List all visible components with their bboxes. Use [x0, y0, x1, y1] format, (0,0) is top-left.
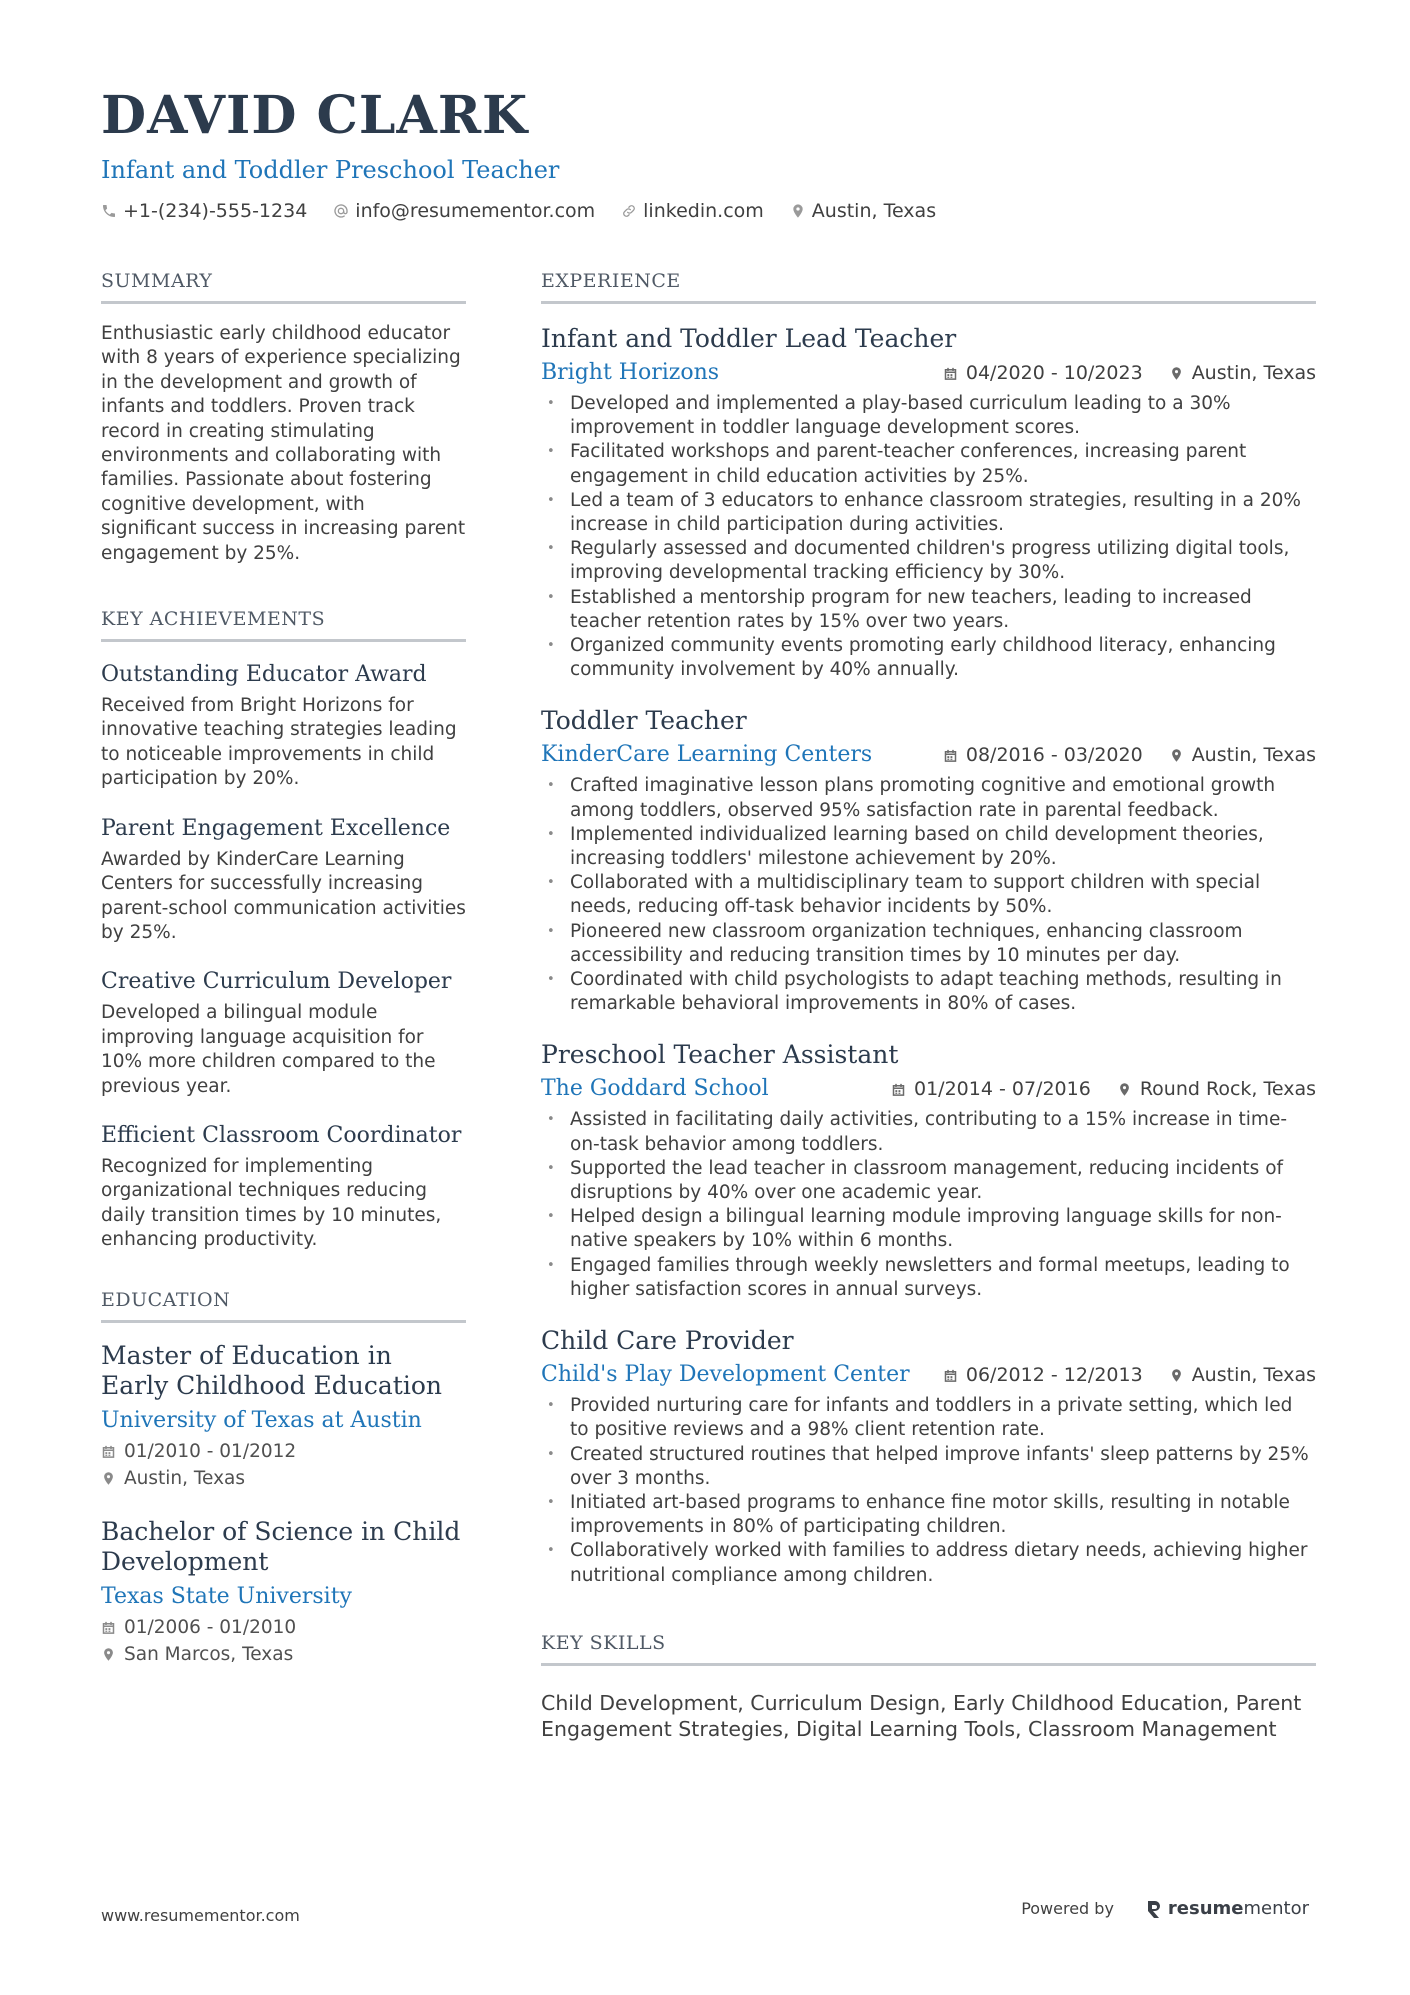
location-pin-icon: [1169, 366, 1184, 381]
experience-section: [541, 268, 1316, 1588]
job-bullet: • Collaborated with a multidisciplinary team to support children with special needs, reducing off-task behavior incidents by 50%.: [541, 871, 1316, 919]
education-school: Texas State University: [101, 1583, 352, 1609]
job-entry: [541, 322, 1316, 682]
job-location: [1117, 1078, 1316, 1100]
achievement-text: Recognized for implementing organizational techniques reducing daily transition times by 10 minutes, enhancing productivity.: [101, 1155, 442, 1251]
job-bullet: • Led a team of 3 educators to enhance classroom strategies, resulting in a 20% increase in child participation during activities.: [541, 489, 1316, 537]
job-bullet: • Assisted in facilitating daily activities, contributing to a 15% increase in time-on-task behavior among toddlers.: [541, 1108, 1316, 1156]
job-bullet: • Facilitated workshops and parent-teacher conferences, increasing parent engagement in child education activities by 25%.: [541, 440, 1316, 488]
job-bullet: • Supported the lead teacher in classroom management, reducing incidents of disruptions by 40% over one academic year.: [541, 1157, 1316, 1205]
achievement-text: Awarded by KinderCare Learning Centers for successfully increasing parent-school communication activities by 25%.: [101, 848, 466, 943]
summary-section: [101, 268, 466, 566]
job-company: Bright Horizons: [541, 360, 720, 385]
job-meta-row: [541, 1074, 1316, 1104]
achievement-title: Parent Engagement Excellence: [101, 815, 451, 841]
left-column: [101, 268, 466, 1707]
right-column: [541, 268, 1316, 1782]
linkedin-text[interactable]: linkedin.com: [643, 200, 764, 222]
job-bullet: • Coordinated with child psychologists to adapt teaching methods, resulting in remarkable behavioral improvements in 80% of cases.: [541, 968, 1316, 1016]
candidate-name: DAVID CLARK: [101, 85, 529, 146]
job-meta: [943, 362, 1316, 384]
candidate-title: Infant and Toddler Preschool Teacher: [101, 156, 560, 184]
job-title: Infant and Toddler Lead Teacher: [541, 324, 957, 353]
job-bullet: • Provided nurturing care for infants and toddlers in a private setting, which led to positive reviews and a 98% client retention rate.: [541, 1394, 1316, 1442]
summary-text: Enthusiastic early childhood educator with 8 years of experience specializing in the development and growth of infants and toddlers. Proven track record in creating stimulating environments and collaborating with families. Passionate about fostering cognitive development, with significant success in increasing parent engagement by 25%.: [101, 323, 466, 564]
job-meta-row: [541, 358, 1316, 388]
job-bullet: • Created structured routines that helped improve infants' sleep patterns by 25% over 3 months.: [541, 1443, 1316, 1491]
job-location-text: Round Rock, Texas: [1139, 1078, 1316, 1101]
achievement-item: [101, 660, 466, 792]
job-bullet: • Organized community events promoting early childhood literacy, enhancing community involvement by 40% annually.: [541, 634, 1316, 682]
job-bullet: • Initiated art-based programs to enhance fine motor skills, resulting in notable improvements in 80% of participating children.: [541, 1491, 1316, 1539]
education-location: [101, 1467, 466, 1491]
job-dates-text: 04/2020 - 10/2023: [965, 362, 1143, 384]
contact-linkedin[interactable]: [621, 200, 764, 222]
calendar-icon: [943, 366, 958, 381]
location-text: Austin, Texas: [811, 200, 937, 222]
education-dates-text: 01/2006 - 01/2010: [124, 1616, 297, 1638]
job-dates: [943, 1364, 1143, 1386]
job-entry: [541, 704, 1316, 1016]
job-bullets: [541, 1394, 1316, 1588]
education-dates: [101, 1616, 466, 1640]
experience-heading: EXPERIENCE: [541, 268, 1316, 304]
job-company: The Goddard School: [541, 1076, 769, 1102]
footer-website[interactable]: www.resumementor.com: [101, 1906, 300, 1925]
calendar-icon: [101, 1444, 116, 1459]
job-location-text: Austin, Texas: [1191, 362, 1316, 384]
calendar-icon: [101, 1620, 116, 1635]
job-dates-text: 06/2012 - 12/2013: [965, 1364, 1143, 1387]
job-bullets: [541, 392, 1316, 682]
achievement-text: Developed a bilingual module improving language acquisition for 10% more children compared to the previous year.: [101, 1002, 436, 1097]
achievement-text: Received from Bright Horizons for innovative teaching strategies leading to noticeable improvements in child participation by 20%.: [101, 695, 457, 790]
job-bullet: • Engaged families through weekly newsletters and formal meetups, leading to higher satisfaction scores in annual surveys.: [541, 1254, 1316, 1302]
location-pin-icon: [1169, 1368, 1184, 1383]
contact-email[interactable]: [333, 200, 595, 222]
location-pin-icon: [1117, 1082, 1132, 1097]
job-bullet: • Regularly assessed and documented children's progress utilizing digital tools, improving developmental tracking efficiency by 30%.: [541, 537, 1316, 585]
job-location-text: Austin, Texas: [1191, 1364, 1316, 1387]
job-dates: [891, 1078, 1091, 1100]
at-icon: [333, 203, 349, 219]
skills-heading: KEY SKILLS: [541, 1630, 1316, 1666]
summary-heading: SUMMARY: [101, 268, 466, 304]
job-title: Toddler Teacher: [541, 706, 747, 736]
resume-header: [101, 80, 1309, 222]
job-entry: [541, 1038, 1316, 1302]
phone-text: +1-(234)-555-1234: [123, 200, 308, 222]
achievement-title: Efficient Classroom Coordinator: [101, 1122, 462, 1148]
skills-section: [541, 1630, 1316, 1742]
job-company: KinderCare Learning Centers: [541, 742, 873, 768]
footer-branding: [1021, 1898, 1309, 1919]
job-bullet: • Collaboratively worked with families to address dietary needs, achieving higher nutritional compliance among children.: [541, 1539, 1316, 1587]
job-bullet: • Implemented individualized learning based on child development theories, increasing toddlers' milestone achievement by 20%.: [541, 823, 1316, 871]
contact-location: [790, 200, 936, 222]
education-dates-text: 01/2010 - 01/2012: [124, 1440, 297, 1462]
job-meta-row: [541, 1360, 1316, 1390]
calendar-icon: [891, 1082, 906, 1097]
link-icon: [621, 203, 637, 219]
job-bullet: • Crafted imaginative lesson plans promoting cognitive and emotional growth among toddlers, observed 95% satisfaction rate in parental feedback.: [541, 774, 1316, 822]
job-bullet: • Established a mentorship program for new teachers, leading to increased teacher retention rates by 15% over two years.: [541, 586, 1316, 634]
job-meta: [943, 744, 1316, 766]
achievements-heading: KEY ACHIEVEMENTS: [101, 606, 466, 642]
achievement-title: Creative Curriculum Developer: [101, 969, 452, 995]
job-location: [1169, 1364, 1316, 1386]
education-location-text: Austin, Texas: [124, 1467, 246, 1489]
skills-text: Child Development, Curriculum Design, Early Childhood Education, Parent Engagement Strategies, Digital Learning Tools, Classroom Management: [541, 1690, 1302, 1741]
location-pin-icon: [790, 203, 806, 219]
brand-logo[interactable]: [1146, 1898, 1309, 1919]
brand-name-light: mentor: [1243, 1898, 1309, 1919]
job-dates-text: 01/2014 - 07/2016: [914, 1078, 1091, 1101]
job-dates-text: 08/2016 - 03/2020: [965, 744, 1143, 767]
achievement-item: [101, 814, 466, 946]
achievement-title: Outstanding Educator Award: [101, 662, 427, 688]
job-bullets: [541, 1108, 1316, 1302]
job-meta: [891, 1078, 1316, 1100]
job-entry: [541, 1324, 1316, 1588]
education-item: [101, 1517, 466, 1667]
education-heading: EDUCATION: [101, 1287, 466, 1323]
job-dates: [943, 744, 1143, 766]
calendar-icon: [943, 748, 958, 763]
location-pin-icon: [101, 1647, 116, 1662]
job-dates: [943, 362, 1143, 384]
resumementor-logo-icon: [1146, 1899, 1162, 1919]
job-title: Preschool Teacher Assistant: [541, 1040, 899, 1070]
powered-by-label: Powered by: [1021, 1899, 1114, 1918]
job-bullet: • Helped design a bilingual learning module improving language skills for non-native speakers by 10% within 6 months.: [541, 1205, 1316, 1253]
email-text[interactable]: info@resumementor.com: [355, 200, 596, 222]
education-item: [101, 1341, 466, 1491]
achievement-item: [101, 967, 466, 1099]
job-bullet: • Pioneered new classroom organization techniques, enhancing classroom accessibility and reducing transition times by 10 minutes per day.: [541, 920, 1316, 968]
contact-phone: [101, 200, 307, 222]
job-location-text: Austin, Texas: [1191, 744, 1316, 767]
job-meta-row: [541, 740, 1316, 770]
location-pin-icon: [1169, 748, 1184, 763]
job-bullets: [541, 774, 1316, 1016]
achievements-section: [101, 606, 466, 1253]
achievement-item: [101, 1121, 466, 1253]
job-meta: [943, 1364, 1316, 1386]
education-degree: Master of Education in Early Childhood Education: [101, 1340, 443, 1400]
job-location: [1169, 744, 1316, 766]
location-pin-icon: [101, 1471, 116, 1486]
job-title: Child Care Provider: [541, 1326, 794, 1356]
job-company: Child's Play Development Center: [541, 1362, 910, 1388]
education-location-text: San Marcos, Texas: [124, 1643, 294, 1665]
phone-icon: [101, 203, 117, 219]
brand-name-bold: resume: [1167, 1898, 1244, 1919]
calendar-icon: [943, 1368, 958, 1383]
contact-row: [101, 200, 1309, 222]
job-bullet: • Developed and implemented a play-based curriculum leading to a 30% improvement in toddler language development scores.: [541, 392, 1316, 440]
education-dates: [101, 1440, 466, 1464]
education-school: University of Texas at Austin: [101, 1407, 422, 1433]
job-location: [1169, 362, 1316, 384]
education-section: [101, 1287, 466, 1667]
education-degree: Bachelor of Science in Child Development: [101, 1516, 461, 1576]
education-location: [101, 1643, 466, 1667]
